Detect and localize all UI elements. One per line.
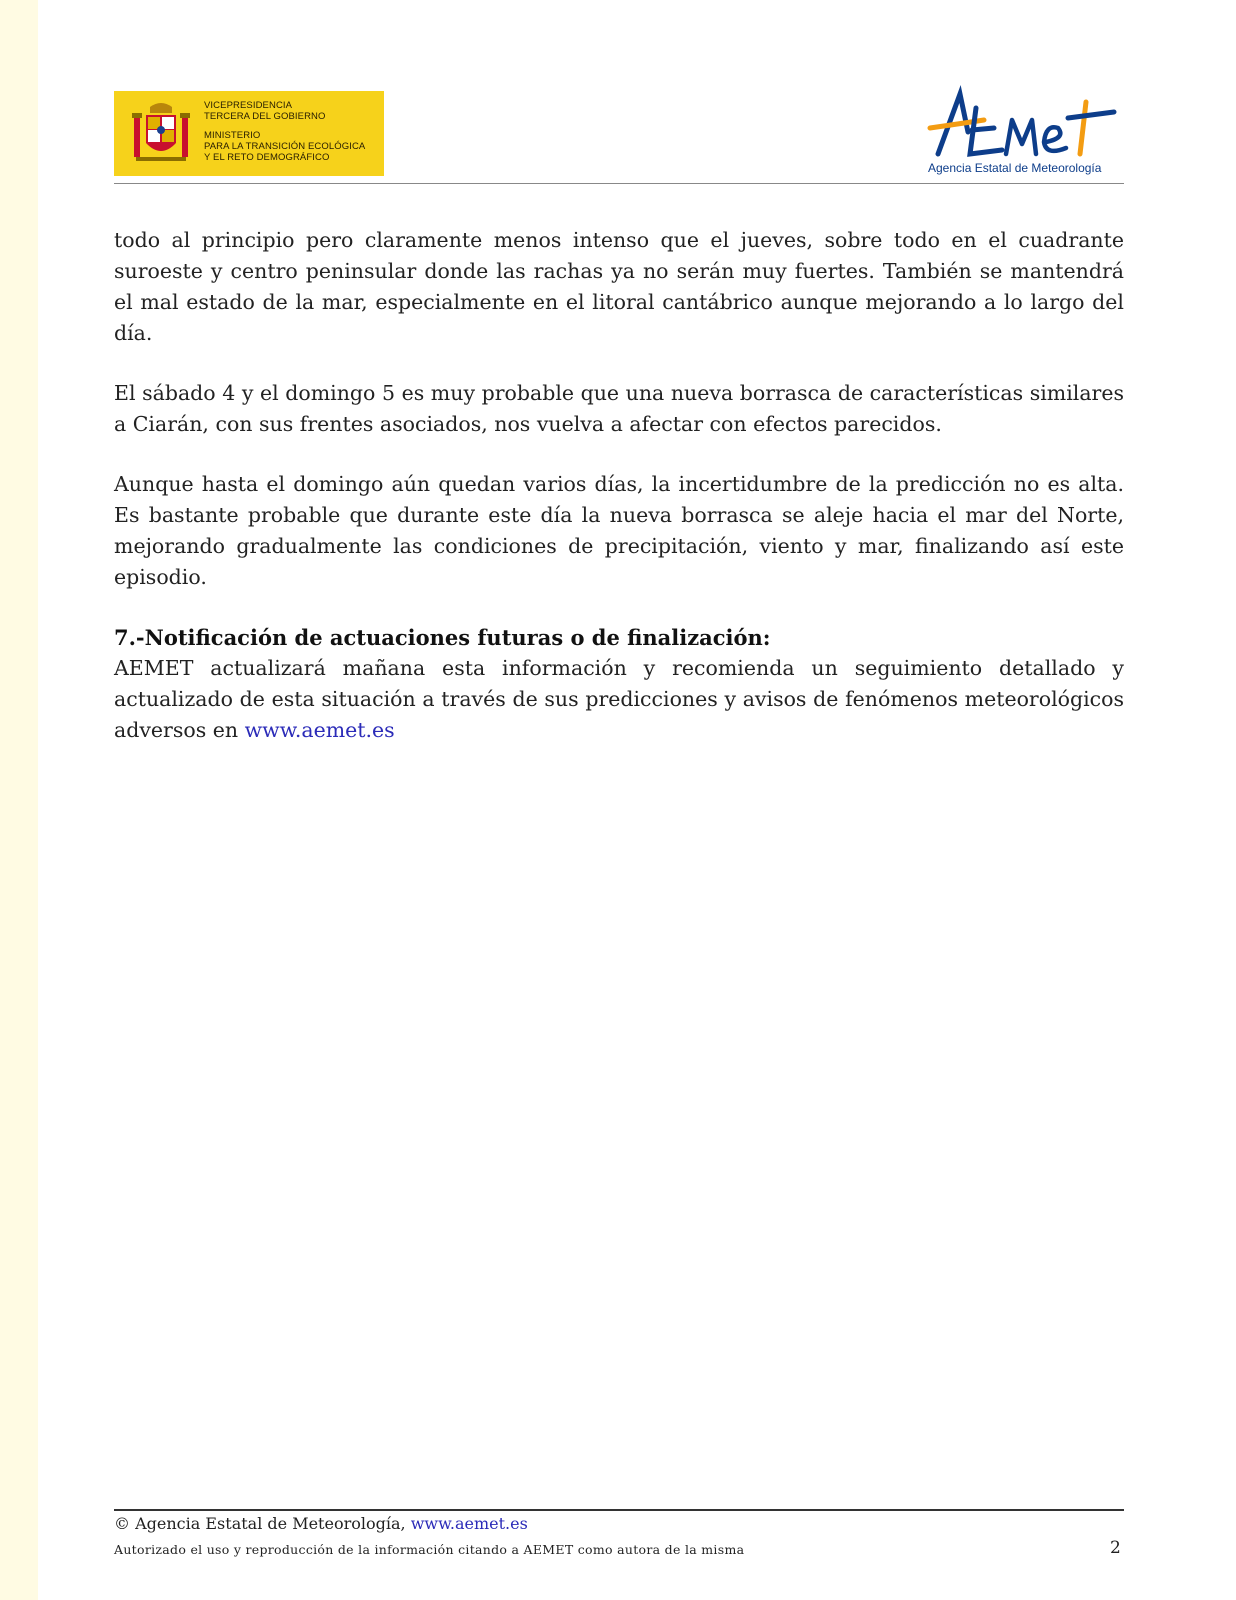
gov-logo-line: VICEPRESIDENCIA <box>204 100 293 111</box>
footer-copyright <box>114 1514 528 1533</box>
body-paragraph: El sábado 4 y el domingo 5 es muy probable que una nueva borrasca de características similares a Ciarán, con sus frentes asociados, nos vuelva a afectar con efectos parecidos. <box>114 381 1124 436</box>
page-margin-strip <box>0 0 38 1600</box>
section-heading: 7.-Notificación de actuaciones futuras o de finalización: <box>114 625 771 650</box>
gov-logo-line: MINISTERIO <box>204 130 261 141</box>
section-paragraph <box>114 653 1124 746</box>
body-paragraph: Aunque hasta el domingo aún quedan varios días, la incertidumbre de la predicción no es alta. Es bastante probable que durante este día la nueva borrasca se aleje hacia el mar del Norte, mejorando gradualmente las condiciones de precipitación, viento y mar, finalizando así este episodio. <box>114 472 1124 589</box>
gov-logo-line: PARA LA TRANSICIÓN ECOLÓGICA <box>204 141 366 152</box>
footer-website-link[interactable]: www.aemet.es <box>410 1514 528 1533</box>
section-text: AEMET actualizará mañana esta información y recomienda un seguimiento detallado y actualizado de esta situación a través de sus predicciones y avisos de fenómenos meteorológicos adversos en <box>114 656 1124 742</box>
government-logo <box>114 91 384 176</box>
copyright-text: Agencia Estatal de Meteorología, <box>135 1514 406 1533</box>
gov-logo-line: TERCERA DEL GOBIERNO <box>204 111 326 122</box>
aemet-logo-subtitle: Agencia Estatal de Meteorología <box>928 161 1102 175</box>
document-page <box>38 0 1236 1600</box>
spanish-coat-of-arms-icon <box>128 99 194 169</box>
footer-divider <box>114 1509 1124 1511</box>
page-number: 2 <box>1110 1538 1121 1558</box>
header-divider <box>114 183 1124 184</box>
copyright-icon: © <box>114 1514 130 1533</box>
footer-authorization: Autorizado el uso y reproducción de la información citando a AEMET como autora de la misma <box>114 1542 745 1557</box>
document-body <box>114 225 1124 775</box>
body-paragraph: todo al principio pero claramente menos intenso que el jueves, sobre todo en el cuadrante suroeste y centro peninsular donde las rachas ya no serán muy fuertes. También se mantendrá el mal estado de la mar, especialmente en el litoral cantábrico aunque mejorando a lo largo del día. <box>114 228 1124 345</box>
aemet-website-link[interactable]: www.aemet.es <box>244 718 395 742</box>
gov-logo-line: Y EL RETO DEMOGRÁFICO <box>204 152 330 163</box>
